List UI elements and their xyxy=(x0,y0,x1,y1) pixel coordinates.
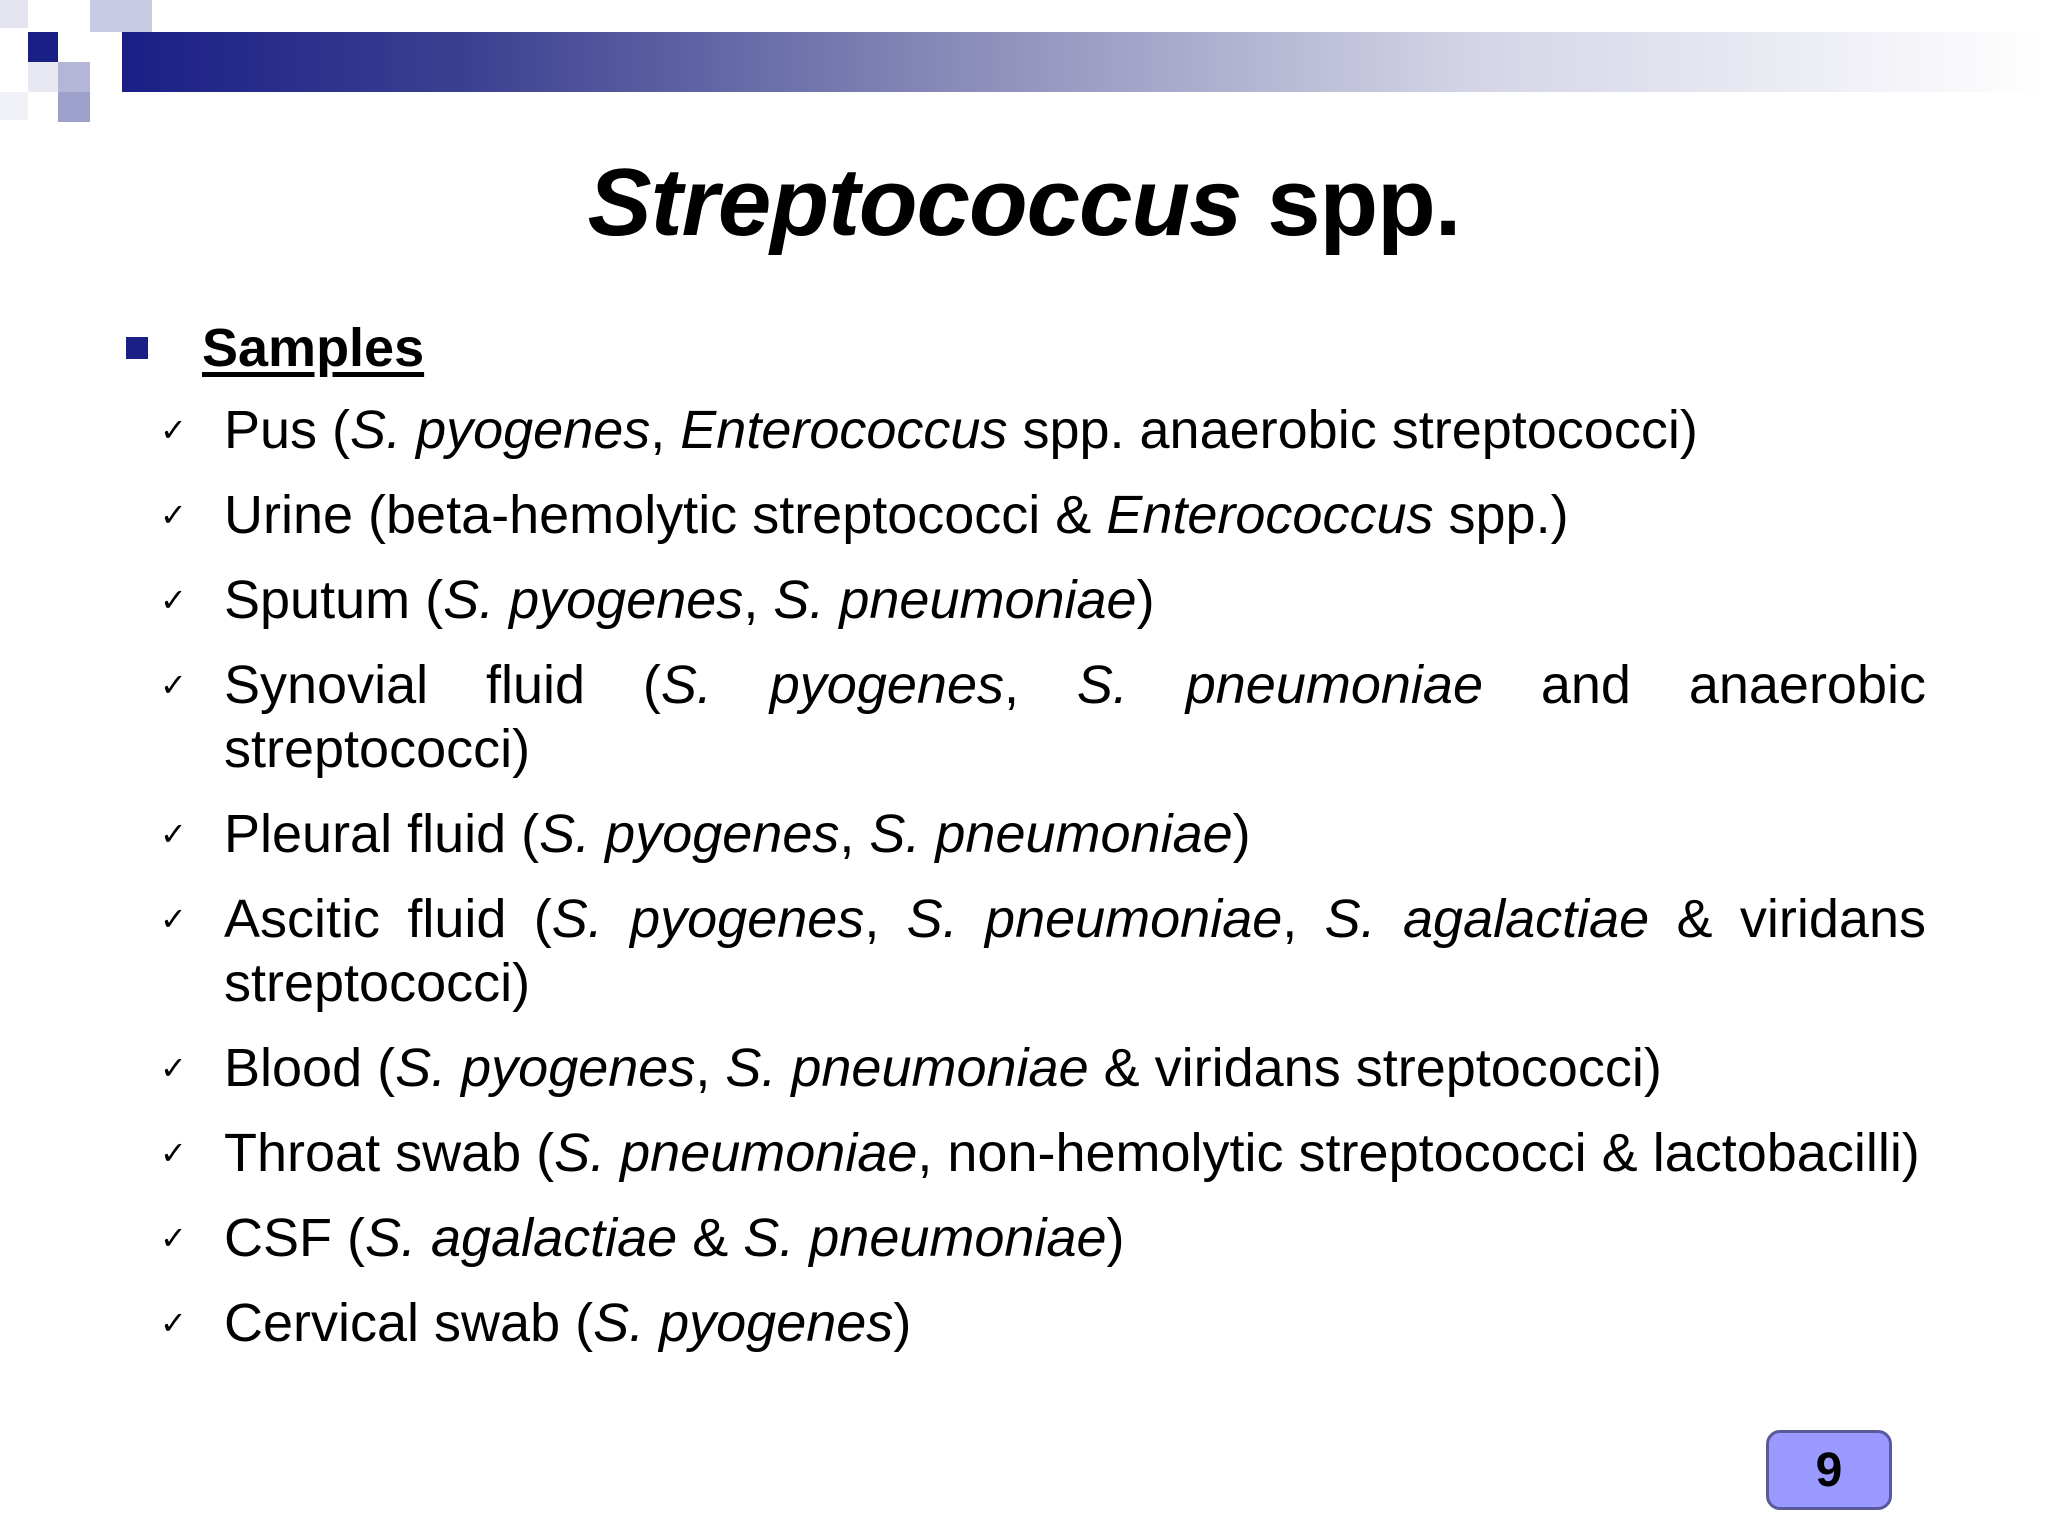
slide-title xyxy=(0,148,2048,258)
item-text: and anaerobic streptococci) xyxy=(224,655,1926,779)
item-text: Blood ( xyxy=(224,1038,396,1098)
decor-square xyxy=(58,92,90,122)
species-name: S. pyogenes xyxy=(593,1293,894,1353)
item-text: spp.) xyxy=(1433,485,1569,545)
species-name: S. pyogenes xyxy=(660,655,1004,715)
decor-square xyxy=(0,92,28,120)
header-gradient-bar xyxy=(122,32,2048,92)
item-text: , xyxy=(743,570,774,630)
list-item xyxy=(160,802,1926,866)
species-name: Enterococcus xyxy=(680,400,1008,460)
decor-square xyxy=(58,62,90,92)
species-name: S. agalactiae xyxy=(1324,889,1650,949)
list-item xyxy=(160,568,1926,632)
item-text: spp. anaerobic streptococci) xyxy=(1007,400,1698,460)
item-text: Cervical swab ( xyxy=(224,1293,594,1353)
species-name: S. pneumoniae xyxy=(743,1208,1107,1268)
item-text: , non-hemolytic streptococci & lactobacilli) xyxy=(917,1123,1920,1183)
item-text: & viridans streptococci) xyxy=(224,889,1926,1013)
page-number-badge xyxy=(1766,1430,1892,1510)
species-name: S. pyogenes xyxy=(539,804,840,864)
list-item xyxy=(160,887,1926,1015)
page-number: 9 xyxy=(1815,1443,1843,1497)
species-name: S. pneumoniae xyxy=(773,570,1137,630)
item-text: Sputum ( xyxy=(224,570,444,630)
checkmark-icon: ✓ xyxy=(160,581,187,619)
species-name: S. pneumoniae xyxy=(906,889,1283,949)
species-name: S. pneumoniae xyxy=(869,804,1233,864)
checkmark-icon: ✓ xyxy=(160,1134,187,1172)
item-text: ) xyxy=(893,1293,912,1353)
checkmark-icon: ✓ xyxy=(160,1219,187,1257)
list-item xyxy=(160,398,1926,462)
item-text: Throat swab ( xyxy=(224,1123,555,1183)
item-text: Urine (beta-hemolytic streptococci & xyxy=(224,485,1107,545)
checkmark-icon: ✓ xyxy=(160,1049,187,1087)
item-text: , xyxy=(1003,655,1077,715)
decor-square xyxy=(0,0,28,28)
species-name: S. agalactiae xyxy=(365,1208,678,1268)
item-text: Synovial fluid ( xyxy=(224,655,661,715)
list-item xyxy=(160,653,1926,781)
list-item xyxy=(160,483,1926,547)
item-text: , xyxy=(864,889,907,949)
checkmark-icon: ✓ xyxy=(160,1304,187,1342)
section-heading-row xyxy=(126,312,424,384)
species-name: S. pneumoniae xyxy=(1076,655,1483,715)
item-text: ) xyxy=(1232,804,1251,864)
list-item xyxy=(160,1036,1926,1100)
decor-square xyxy=(28,62,58,92)
species-name: S. pneumoniae xyxy=(725,1038,1089,1098)
title-genus: Streptococcus xyxy=(587,149,1242,256)
species-name: S. pyogenes xyxy=(443,570,744,630)
item-text: , xyxy=(839,804,870,864)
square-bullet-icon xyxy=(126,337,148,359)
item-text: & viridans streptococci) xyxy=(1088,1038,1662,1098)
title-suffix: spp. xyxy=(1267,149,1461,256)
item-text: ) xyxy=(1106,1208,1125,1268)
checkmark-icon: ✓ xyxy=(160,900,187,938)
checkmark-icon: ✓ xyxy=(160,815,187,853)
item-text: CSF ( xyxy=(224,1208,365,1268)
checkmark-icon: ✓ xyxy=(160,666,187,704)
item-text: , xyxy=(1282,889,1325,949)
item-text: & xyxy=(677,1208,744,1268)
list-item xyxy=(160,1291,1926,1355)
decor-square xyxy=(28,32,58,62)
samples-list xyxy=(160,398,1926,1376)
item-text: , xyxy=(695,1038,726,1098)
list-item xyxy=(160,1206,1926,1270)
species-name: Enterococcus xyxy=(1106,485,1434,545)
item-text: Pleural fluid ( xyxy=(224,804,540,864)
item-text: , xyxy=(650,400,681,460)
item-text: ) xyxy=(1136,570,1155,630)
decor-square xyxy=(90,0,152,32)
species-name: S. pyogenes xyxy=(551,889,865,949)
list-item xyxy=(160,1121,1926,1185)
species-name: S. pneumoniae xyxy=(554,1123,918,1183)
item-text: Ascitic fluid ( xyxy=(224,889,552,949)
checkmark-icon: ✓ xyxy=(160,496,187,534)
item-text: Pus ( xyxy=(224,400,351,460)
decor-square xyxy=(90,32,122,62)
species-name: S. pyogenes xyxy=(395,1038,696,1098)
checkmark-icon: ✓ xyxy=(160,411,187,449)
section-heading: Samples xyxy=(202,318,425,378)
species-name: S. pyogenes xyxy=(350,400,651,460)
